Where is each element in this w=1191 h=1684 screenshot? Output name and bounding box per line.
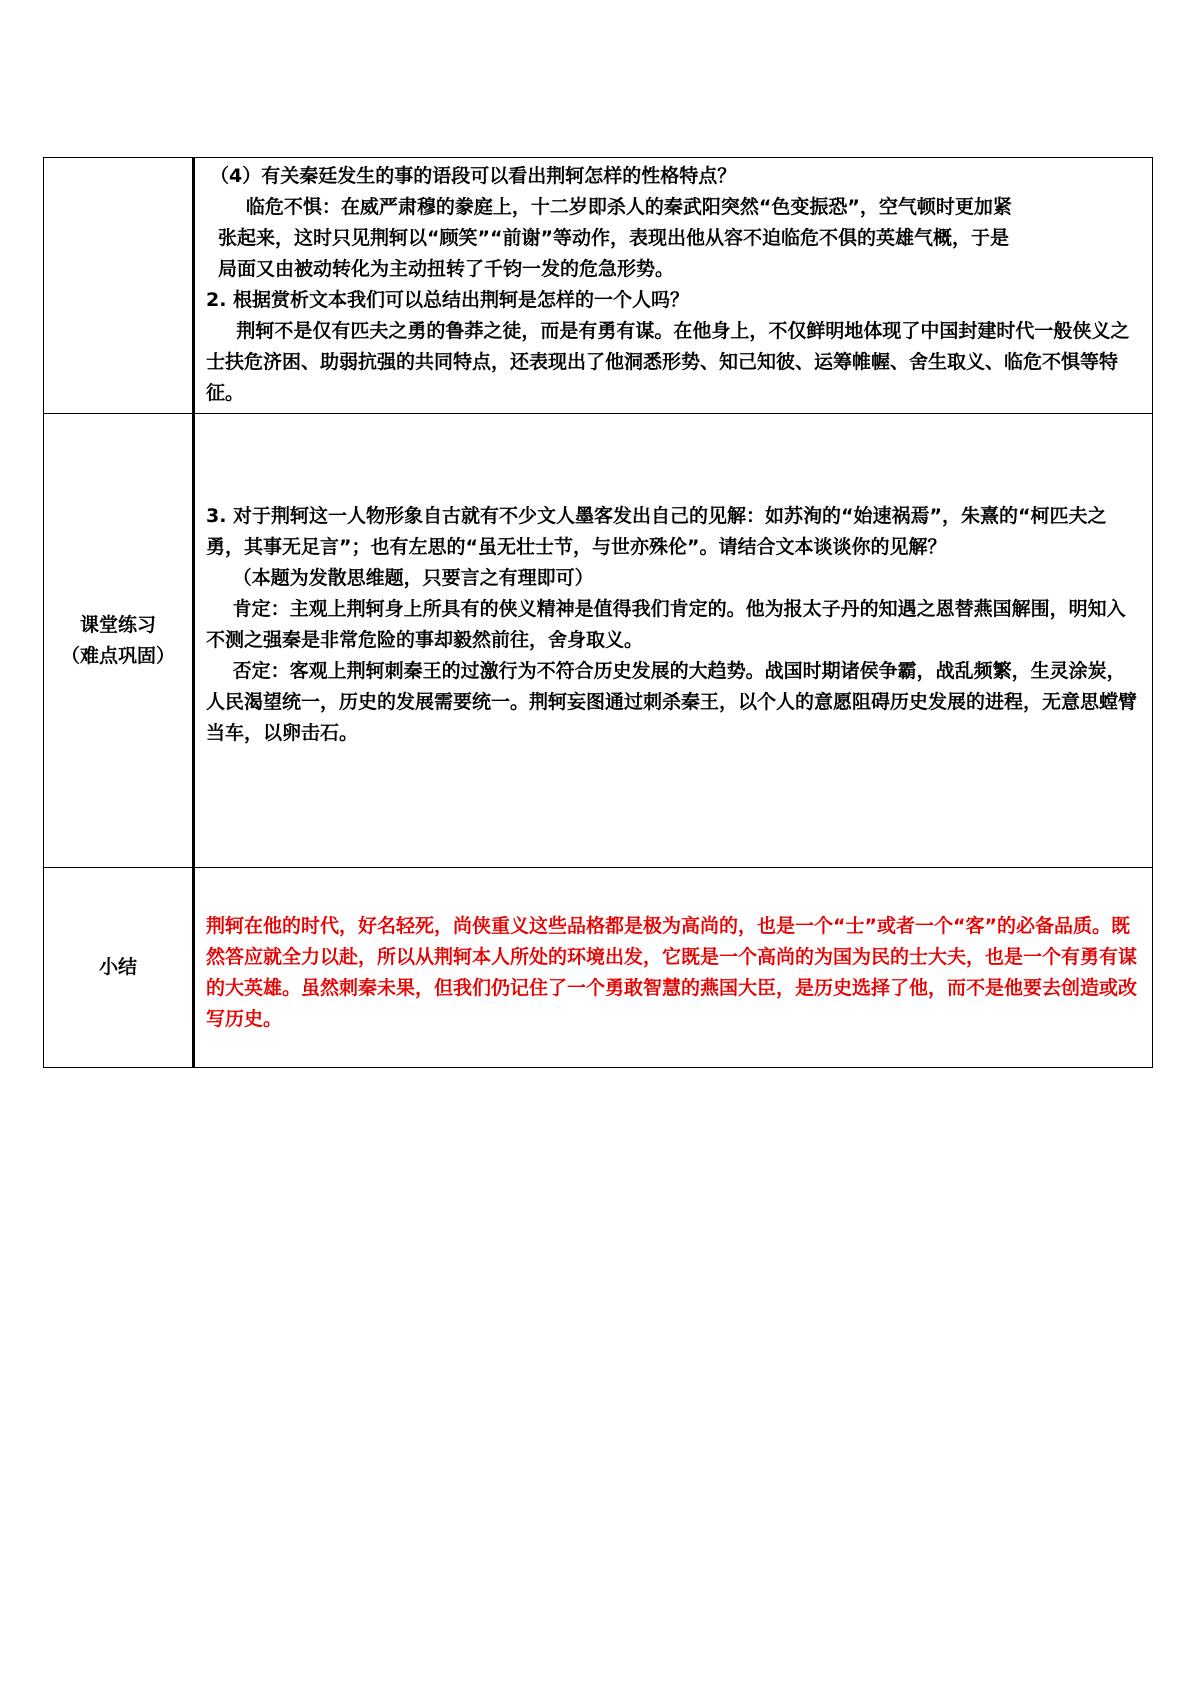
practice-content xyxy=(194,414,1153,868)
practice-label-line1: 课堂练习 xyxy=(79,613,156,636)
row-label-summary: 小结 xyxy=(44,868,194,1068)
analysis-content xyxy=(194,158,1153,414)
question-4-answer-line2: 张起来，这时只见荆轲以“顾笑”“前谢”等动作，表现出他从容不迫临危不俱的英雄气概，于是 xyxy=(218,227,1009,249)
question-4-title: （4）有关秦廷发生的事的语段可以看出荆轲怎样的性格特点？ xyxy=(210,165,737,187)
question-2-answer: 荆轲不是仅有匹夫之勇的鲁莽之徒，而是有勇有谋。在他身上，不仅鲜明地体现了中国封建时代一般侠义之士扶危济困、助弱抗强的共同特点，还表现出了他洞悉形势、知己知彼、运筹帷幄、舍生取义、临危不惧等特征。 xyxy=(206,320,1130,404)
row-label-practice xyxy=(44,414,194,868)
table-row-summary xyxy=(44,868,1153,1068)
question-3-negative: 否定：客观上荆轲刺秦王的过激行为不符合历史发展的大趋势。战国时期诸侯争霸，战乱频繁，生灵涂炭，人民渴望统一，历史的发展需要统一。荆轲妄图通过刺杀秦王，以个人的意愿阻碍历史发展的进程，无意思螳臂当车，以卵击石。 xyxy=(206,660,1138,744)
table-row-analysis xyxy=(44,158,1153,414)
summary-text: 荆轲在他的时代，好名轻死，尚侠重义这些品格都是极为高尚的，也是一个“士”或者一个“客”的必备品质。既然答应就全力以赴，所以从荆轲本人所处的环境出发，它既是一个高尚的为国为民的士大夫，也是一个有勇有谋的大英雄。虽然刺秦未果，但我们仍记住了一个勇敢智慧的燕国大臣，是历史选择了他，而不是他要去创造或改写历史。 xyxy=(206,915,1138,1030)
question-3-note: （本题为发散思维题，只要言之有理即可） xyxy=(232,567,594,589)
lesson-table xyxy=(43,157,1153,1068)
table-row-practice xyxy=(44,414,1153,868)
question-3-positive: 肯定：主观上荆轲身上所具有的侠义精神是值得我们肯定的。他为报太子丹的知遇之恩替燕国解围，明知入不测之强秦是非常危险的事却毅然前往，舍身取义。 xyxy=(206,598,1126,651)
question-4-answer-line3: 局面又由被动转化为主动扭转了千钧一发的危急形势。 xyxy=(218,258,675,280)
summary-content xyxy=(194,868,1153,1068)
row-label-empty xyxy=(44,158,194,414)
question-3-title: 3. 对于荆轲这一人物形象自古就有不少文人墨客发出自己的见解：如苏洵的“始速祸焉”，朱熹的“柯匹夫之勇，其事无足言”；也有左思的“虽无壮士节，与世亦殊伦”。请结合文本谈谈你的见解？ xyxy=(206,505,1107,558)
question-4-answer-line1: 临危不惧：在威严肃穆的豢庭上，十二岁即杀人的秦武阳突然“色变振恐”，空气顿时更加紧 xyxy=(245,196,1012,218)
practice-label-line2: （难点巩固） xyxy=(60,644,175,667)
question-2-title: 2. 根据赏析文本我们可以总结出荆轲是怎样的一个人吗？ xyxy=(206,289,690,311)
